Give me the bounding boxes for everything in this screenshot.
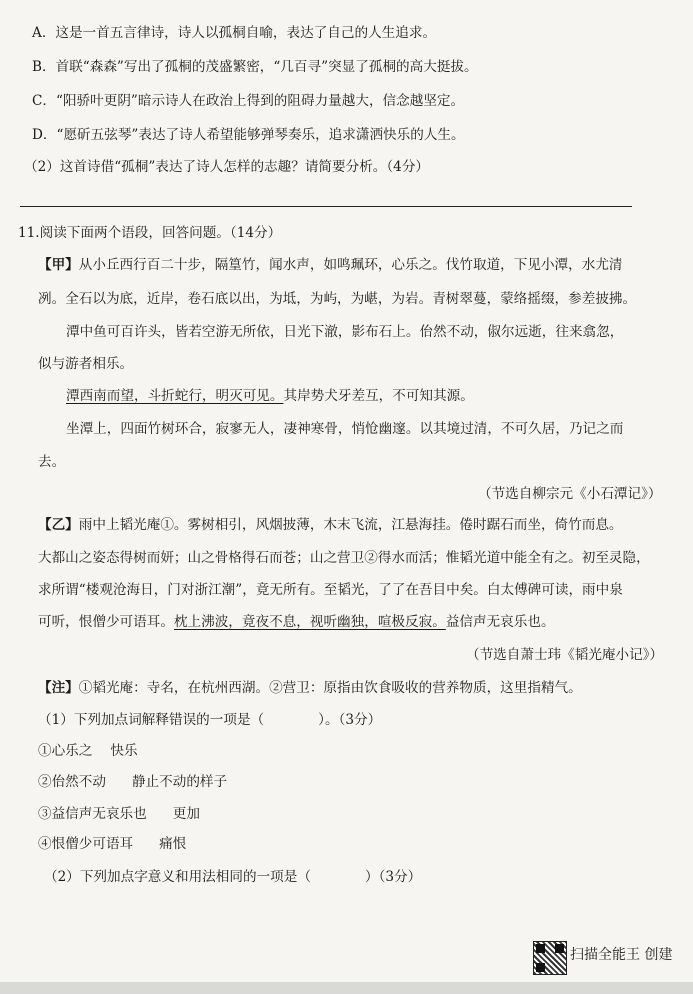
- sub-question-1-stem: （1）下列加点词解释错误的一项是（: [38, 712, 265, 728]
- choice-term: ④恨僧少可语耳: [38, 836, 134, 852]
- passage-jia-text: 从小丘西行百二十步，隔篁竹，闻水声，如鸣珮环，心乐之。伐竹取道，下见小潭，水尤清: [78, 257, 623, 273]
- choice-meaning: 更加: [172, 806, 200, 822]
- footnote-text: ①韬光庵：寺名，在杭州西湖。②营卫：原指由饮食吸收的营养物质，这里指精气。: [78, 680, 582, 696]
- underlined-sentence: 潭西南而望，斗折蛇行，明灭可见。: [66, 388, 284, 404]
- passage-jia-line-5: [66, 386, 474, 406]
- option-c: C．“阳骄叶更阴”暗示诗人在政治上得到的阻碍力量越大，信念越坚定。: [32, 93, 465, 109]
- question-11-heading: 11.阅读下面两个语段，回答问题。（14分）: [18, 225, 282, 241]
- question-10-2: （2）这首诗借“孤桐”表达了诗人怎样的志趣？请简要分析。（4分）: [24, 159, 430, 175]
- sub-question-2-score: ）（3分）: [364, 869, 422, 885]
- footnote: [38, 678, 582, 698]
- passage-yi-source: （节选自萧士玮《韬光庵小记》）: [466, 647, 664, 663]
- passage-jia-line-4: 似与游者相乐。: [38, 356, 134, 372]
- choice-item-2: [38, 772, 227, 792]
- sub-question-2-stem: （2）下列加点字意义和用法相同的一项是（: [44, 869, 311, 885]
- answer-line: [20, 206, 632, 207]
- underlined-sentence: 枕上沸波，竟夜不息，视听幽独，喧极反寂。: [173, 614, 446, 630]
- passage-yi-line-4: [38, 612, 555, 632]
- passage-jia-line-6: 坐潭上，四面竹树环合，寂寥无人，凄神寒骨，悄怆幽邃。以其境过清，不可久居，乃记之而: [66, 421, 624, 437]
- passage-jia-text: 其岸势犬牙差互，不可知其源。: [283, 388, 474, 404]
- passage-jia-line-7: 去。: [38, 454, 66, 470]
- passage-yi-line-3: 求所谓“楼观沧海日，门对浙江潮”，竟无所有。至韬光，了了在吾目中矣。白太傅碑可读，雨中泉: [38, 582, 623, 598]
- choice-term: ①心乐之: [38, 743, 93, 759]
- option-d: D．“愿斫五弦琴”表达了诗人希望能够弹琴奏乐，追求潇洒快乐的人生。: [32, 127, 465, 143]
- sub-question-2: [44, 867, 421, 887]
- choice-term: ③益信声无哀乐也: [38, 806, 147, 822]
- passage-jia-line-3: 潭中鱼可百许头，皆若空游无所依，日光下澈，影布石上。佁然不动，俶尔远逝，往来翕忽，: [66, 324, 624, 340]
- passage-yi-line-2: 大都山之姿态得树而妍；山之骨格得石而苍；山之营卫②得水而活；惟韬光道中能全有之。初至灵隐，: [38, 550, 650, 566]
- footnote-tag: 【注】: [38, 680, 79, 696]
- passage-yi-line-1: [38, 515, 623, 535]
- passage-jia-line-2: 冽。全石以为底，近岸，卷石底以出，为坻，为屿，为嵁，为岩。青树翠蔓，蒙络摇缀，参差披拂。: [38, 291, 637, 307]
- choice-term: ②佁然不动: [38, 774, 106, 790]
- choice-meaning: 快乐: [110, 743, 138, 759]
- qr-code-icon: [533, 941, 567, 975]
- passage-jia-tag: 【甲】: [38, 257, 79, 273]
- passage-yi-text: 益信声无哀乐也。: [445, 614, 555, 630]
- passage-yi-text: 雨中上韬光庵①。雾树相引，风烟披薄，木末飞流，江悬海挂。倦时踞石而坐，倚竹而息。: [78, 517, 623, 533]
- passage-yi-tag: 【乙】: [38, 517, 79, 533]
- option-b: B．首联“森森”写出了孤桐的茂盛繁密，“几百寻”突显了孤桐的高大挺拔。: [32, 59, 478, 75]
- bottom-bar: [0, 982, 693, 994]
- choice-item-3: [38, 804, 200, 824]
- passage-jia-source: （节选自柳宗元《小石潭记》）: [478, 486, 662, 502]
- passage-yi-text: 可听，恨僧少可语耳。: [38, 614, 174, 630]
- option-a: A．这是一首五言律诗，诗人以孤桐自喻，表达了自己的人生追求。: [32, 25, 437, 41]
- choice-meaning: 静止不动的样子: [131, 774, 228, 790]
- sub-question-1-score: ）。（3分）: [318, 712, 382, 728]
- choice-item-4: [38, 834, 186, 854]
- scanner-brand: 扫描全能王 创建: [570, 947, 673, 963]
- passage-jia-line-1: [38, 255, 623, 275]
- choice-item-1: [38, 741, 138, 761]
- sub-question-1: [38, 710, 381, 730]
- choice-meaning: 痛恨: [159, 836, 187, 852]
